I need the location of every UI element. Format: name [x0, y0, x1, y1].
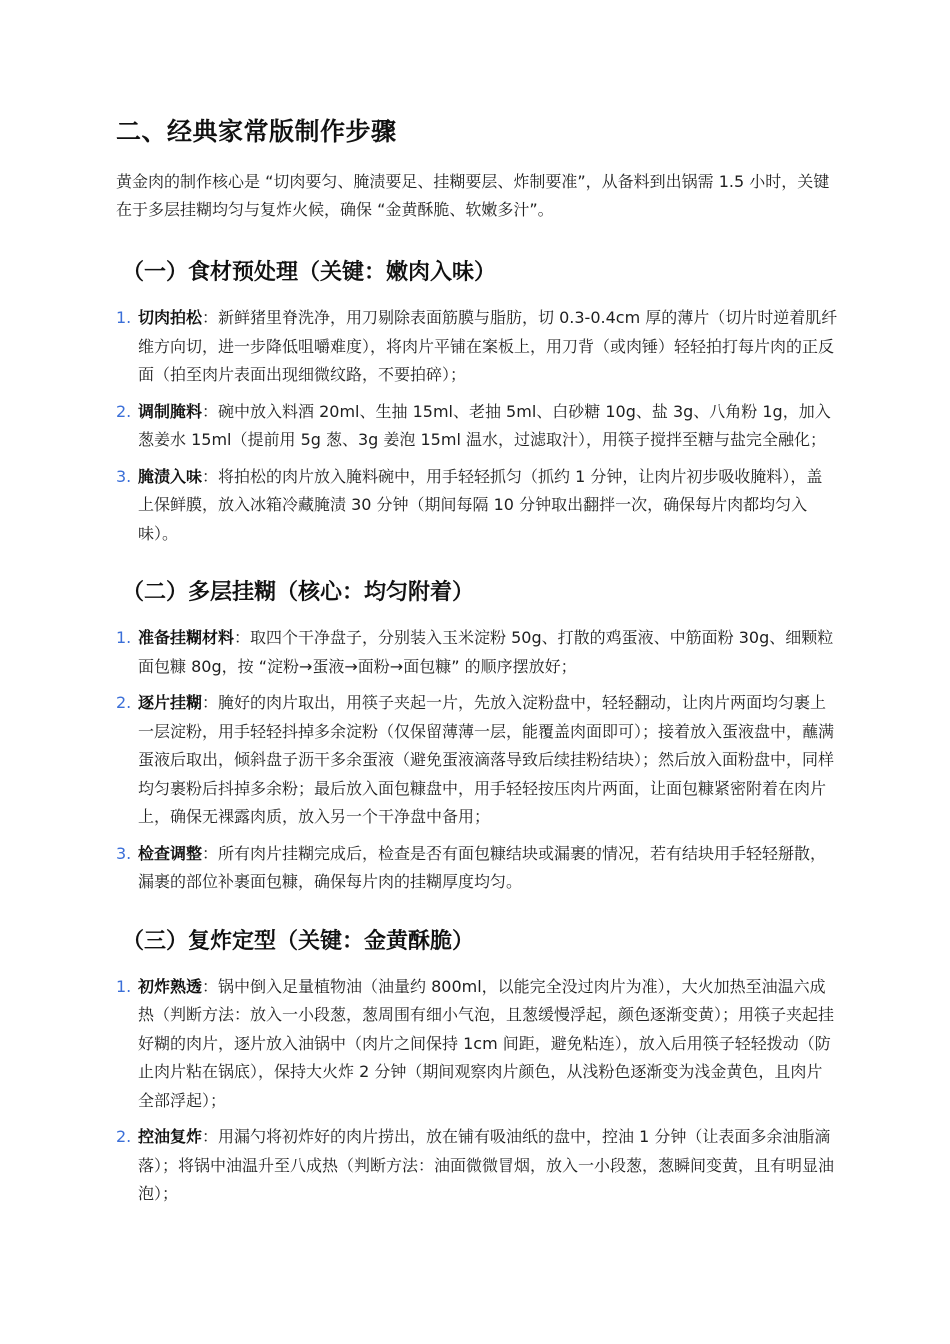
- list-number: 2.: [116, 401, 132, 421]
- step-term: 检查调整: [138, 843, 203, 863]
- step-term: 切肉拍松: [138, 308, 203, 327]
- section-ingredient-prep: [116, 256, 838, 548]
- step-term: 准备挂糊材料: [138, 628, 235, 647]
- step-text: ：所有肉片挂糊完成后，检查是否有面包糠结块或漏裹的情况，若有结块用手轻轻掰散，漏裹的部位补裹面包糠，确保每片肉的挂糊厚度均匀。: [138, 843, 827, 891]
- step-text: ：新鲜猪里脊洗净，用刀剔除表面筋膜与脂肪，切 0.3-0.4cm 厚的薄片（切片时逆着肌纤维方向切，进一步降低咀嚼难度），将肉片平铺在案板上，用刀背（或肉锤）轻轻拍打每片肉的正反面（拍至肉片表面出现细微纹路，不要拍碎）；: [138, 308, 838, 384]
- step-term: 逐片挂糊: [138, 693, 203, 712]
- step-text: ：取四个干净盘子，分别装入玉米淀粉 50g、打散的鸡蛋液、中筋面粉 30g、细颗粒面包糠 80g，按 “淀粉→蛋液→面粉→面包糠” 的顺序摆放好；: [138, 628, 834, 676]
- section-heading: （三）复炸定型（关键：金黄酥脆）: [122, 928, 475, 954]
- intro-paragraph: 黄金肉的制作核心是 “切肉要匀、腌渍要足、挂糊要层、炸制要准”，从备料到出锅需 1.5 小时，关键在于多层挂糊均匀与复炸火候，确保 “金黄酥脆、软嫩多汁”。: [116, 172, 830, 219]
- section-heading: （一）食材预处理（关键：嫩肉入味）: [122, 260, 497, 285]
- list-item: [116, 1123, 838, 1209]
- page-title: 二、经典家常版制作步骤: [116, 117, 397, 146]
- list-number: 3.: [116, 843, 132, 863]
- step-term: 腌渍入味: [138, 466, 203, 486]
- step-text: ：将拍松的肉片放入腌料碗中，用手轻轻抓匀（抓约 1 分钟，让肉片初步吸收腌料），盖上保鲜膜，放入冰箱冷藏腌渍 30 分钟（期间每隔 10 分钟取出翻拌一次，确保每片肉都均匀入味）。: [138, 466, 823, 543]
- step-term: 调制腌料: [138, 401, 203, 421]
- section-battering: [116, 576, 838, 897]
- list-number: 1.: [116, 628, 132, 647]
- list-number: 1.: [116, 308, 132, 327]
- step-list: [116, 304, 838, 548]
- list-number: 3.: [116, 466, 132, 486]
- list-number: 2.: [116, 1127, 132, 1146]
- list-number: 1.: [116, 976, 132, 996]
- section-heading: （二）多层挂糊（核心：均匀附着）: [122, 580, 475, 605]
- list-item: [116, 840, 838, 897]
- list-item: [116, 463, 838, 549]
- step-term: 控油复炸: [138, 1127, 203, 1146]
- step-term: 初炸熟透: [138, 976, 203, 996]
- list-number: 2.: [116, 693, 132, 712]
- document-page: [116, 112, 838, 1217]
- step-text: ：腌好的肉片取出，用筷子夹起一片，先放入淀粉盘中，轻轻翻动，让肉片两面均匀裹上一层淀粉，用手轻轻抖掉多余淀粉（仅保留薄薄一层，能覆盖肉面即可）；接着放入蛋液盘中，蘸满蛋液后取出，倾斜盘子沥干多余蛋液（避免蛋液滴落导致后续挂粉结块）；然后放入面粉盘中，同样均匀裹粉后抖掉多余粉；最后放入面包糠盘中，用手轻轻按压肉片两面，让面包糠紧密附着在肉片上，确保无裸露肉质，放入另一个干净盘中备用；: [138, 693, 835, 826]
- list-item: [116, 973, 838, 1116]
- list-item: [116, 624, 838, 681]
- section-double-frying: [116, 925, 838, 1209]
- list-item: [116, 304, 838, 390]
- list-item: [116, 689, 838, 832]
- step-text: ：碗中放入料酒 20ml、生抽 15ml、老抽 5ml、白砂糖 10g、盐 3g、八角粉 1g，加入葱姜水 15ml（提前用 5g 葱、3g 姜泡 15ml 温水，过滤取汁），用筷子搅拌至糖与盐完全融化；: [138, 401, 831, 449]
- step-text: ：锅中倒入足量植物油（油量约 800ml，以能完全没过肉片为准），大火加热至油温六成热（判断方法：放入一小段葱，葱周围有细小气泡，且葱缓慢浮起，颜色逐渐变黄）；用筷子夹起挂好糊的肉片，逐片放入油锅中（肉片之间保持 1cm 间距，避免粘连），放入后用筷子轻轻拨动（防止肉片粘在锅底），保持大火炸 2 分钟（期间观察肉片颜色，从浅粉色逐渐变为浅金黄色，且肉片全部浮起）；: [138, 976, 835, 1110]
- step-text: ：用漏勺将初炸好的肉片捞出，放在铺有吸油纸的盘中，控油 1 分钟（让表面多余油脂滴落）；将锅中油温升至八成热（判断方法：油面微微冒烟，放入一小段葱，葱瞬间变黄，且有明显油泡）；: [138, 1127, 835, 1203]
- step-list: [116, 973, 838, 1209]
- step-list: [116, 624, 838, 897]
- list-item: [116, 398, 838, 455]
